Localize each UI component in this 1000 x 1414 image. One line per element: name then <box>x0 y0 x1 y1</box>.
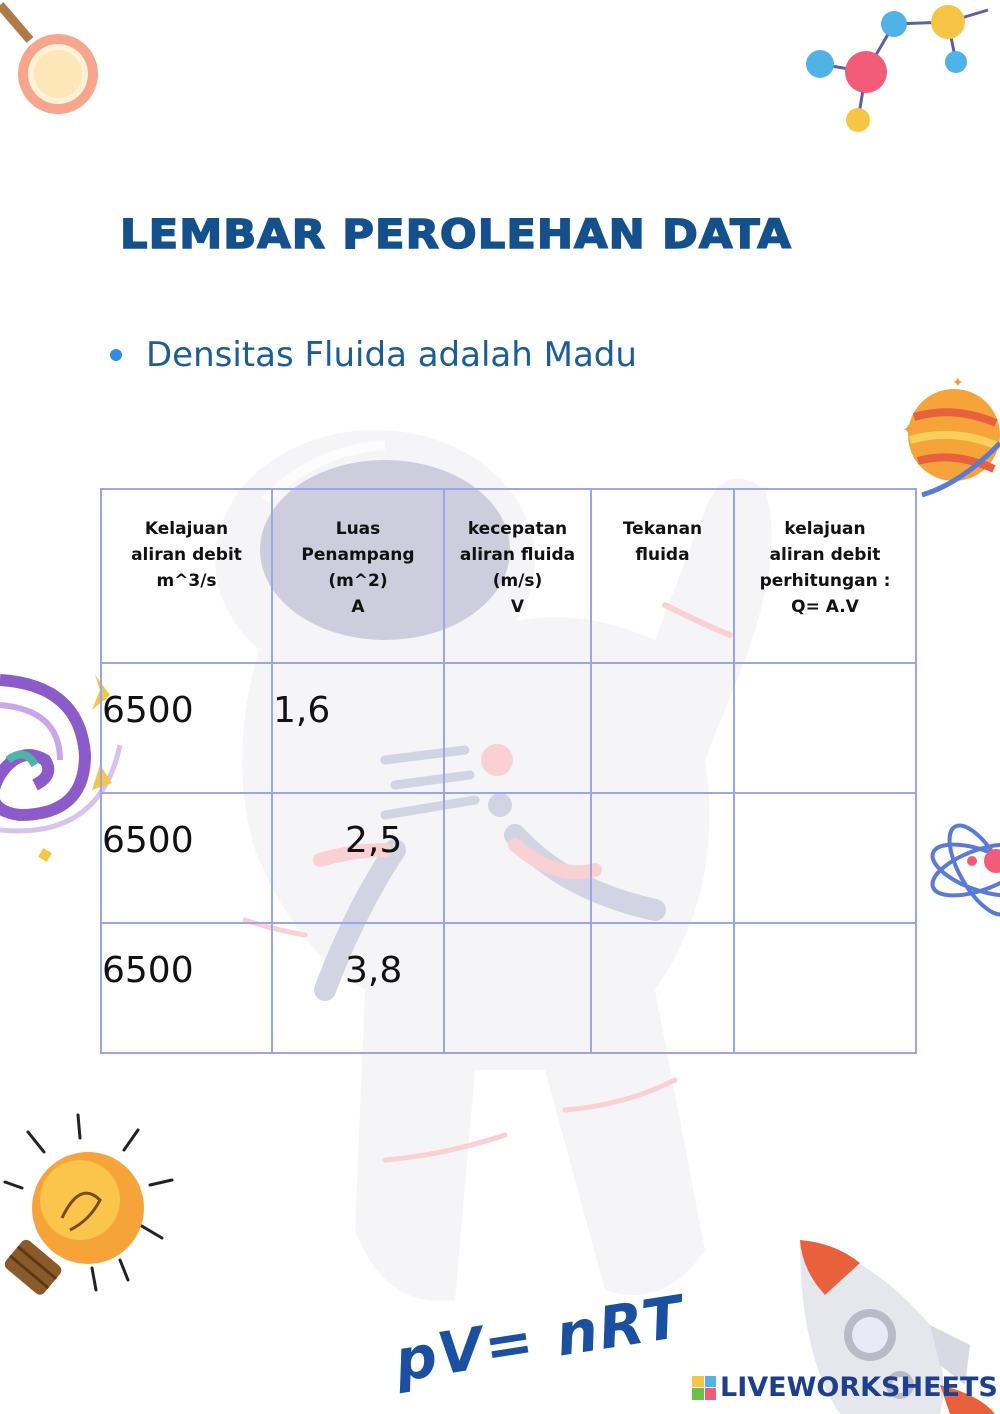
header-kelajuan-aliran-debit <box>101 489 272 663</box>
svg-text:✦: ✦ <box>952 375 964 391</box>
cell-kecepatan-input[interactable] <box>444 793 591 923</box>
header-line: Penampang <box>301 545 415 565</box>
brand-text: LIVEWORKSHEETS <box>720 1372 998 1403</box>
page-title: LEMBAR PEROLEHAN DATA <box>120 212 792 258</box>
header-line: V <box>510 597 525 617</box>
lightbulb-icon <box>0 1110 180 1310</box>
cell-luas-penampang: 3,8 <box>272 923 444 1053</box>
cell-debit: 6500 <box>101 663 272 793</box>
header-kecepatan-aliran-fluida <box>444 489 591 663</box>
header-line: kecepatan <box>467 519 568 539</box>
header-line: perhitungan : <box>759 571 891 591</box>
header-line: A <box>351 597 365 617</box>
header-line: Q= A.V <box>791 597 859 617</box>
cell-tekanan-input[interactable] <box>591 923 734 1053</box>
cell-perhitungan-input[interactable] <box>734 663 916 793</box>
header-line: Tekanan <box>622 519 703 539</box>
atom-icon <box>920 795 1000 955</box>
table-row <box>101 923 916 1053</box>
header-line: kelajuan <box>784 519 866 539</box>
cell-perhitungan-input[interactable] <box>734 793 916 923</box>
header-line: aliran fluida <box>459 545 576 565</box>
formula-text: pV= nRT <box>390 1282 690 1396</box>
cell-kecepatan-input[interactable] <box>444 663 591 793</box>
header-line: aliran debit <box>131 545 242 565</box>
header-line: (m^2) <box>328 571 388 591</box>
data-table <box>100 488 917 1054</box>
header-kelajuan-perhitungan <box>734 489 916 663</box>
cell-perhitungan-input[interactable] <box>734 923 916 1053</box>
cell-debit: 6500 <box>101 793 272 923</box>
header-line: (m/s) <box>492 571 543 591</box>
header-line: aliran debit <box>769 545 881 565</box>
cell-tekanan-input[interactable] <box>591 663 734 793</box>
header-tekanan-fluida <box>591 489 734 663</box>
cell-luas-penampang: 2,5 <box>272 793 444 923</box>
cell-debit: 6500 <box>101 923 272 1053</box>
table-header-row <box>101 489 916 663</box>
bullet-dot-icon <box>110 349 122 361</box>
liveworksheets-logo-icon <box>692 1376 716 1400</box>
header-line: m^3/s <box>156 571 217 591</box>
liveworksheets-logo[interactable] <box>692 1372 998 1403</box>
table-row <box>101 793 916 923</box>
header-line: Luas <box>335 519 381 539</box>
svg-text:✦: ✦ <box>902 420 916 439</box>
cell-luas-penampang: 1,6 <box>272 663 444 793</box>
header-line: fluida <box>635 545 690 565</box>
table-row <box>101 663 916 793</box>
cell-kecepatan-input[interactable] <box>444 923 591 1053</box>
bullet-text: Densitas Fluida adalah Madu <box>146 335 637 375</box>
cell-tekanan-input[interactable] <box>591 793 734 923</box>
bullet-item <box>110 335 637 375</box>
header-line: Kelajuan <box>144 519 229 539</box>
magnifier-icon <box>0 0 110 130</box>
header-luas-penampang <box>272 489 444 663</box>
molecule-icon <box>798 0 1000 140</box>
